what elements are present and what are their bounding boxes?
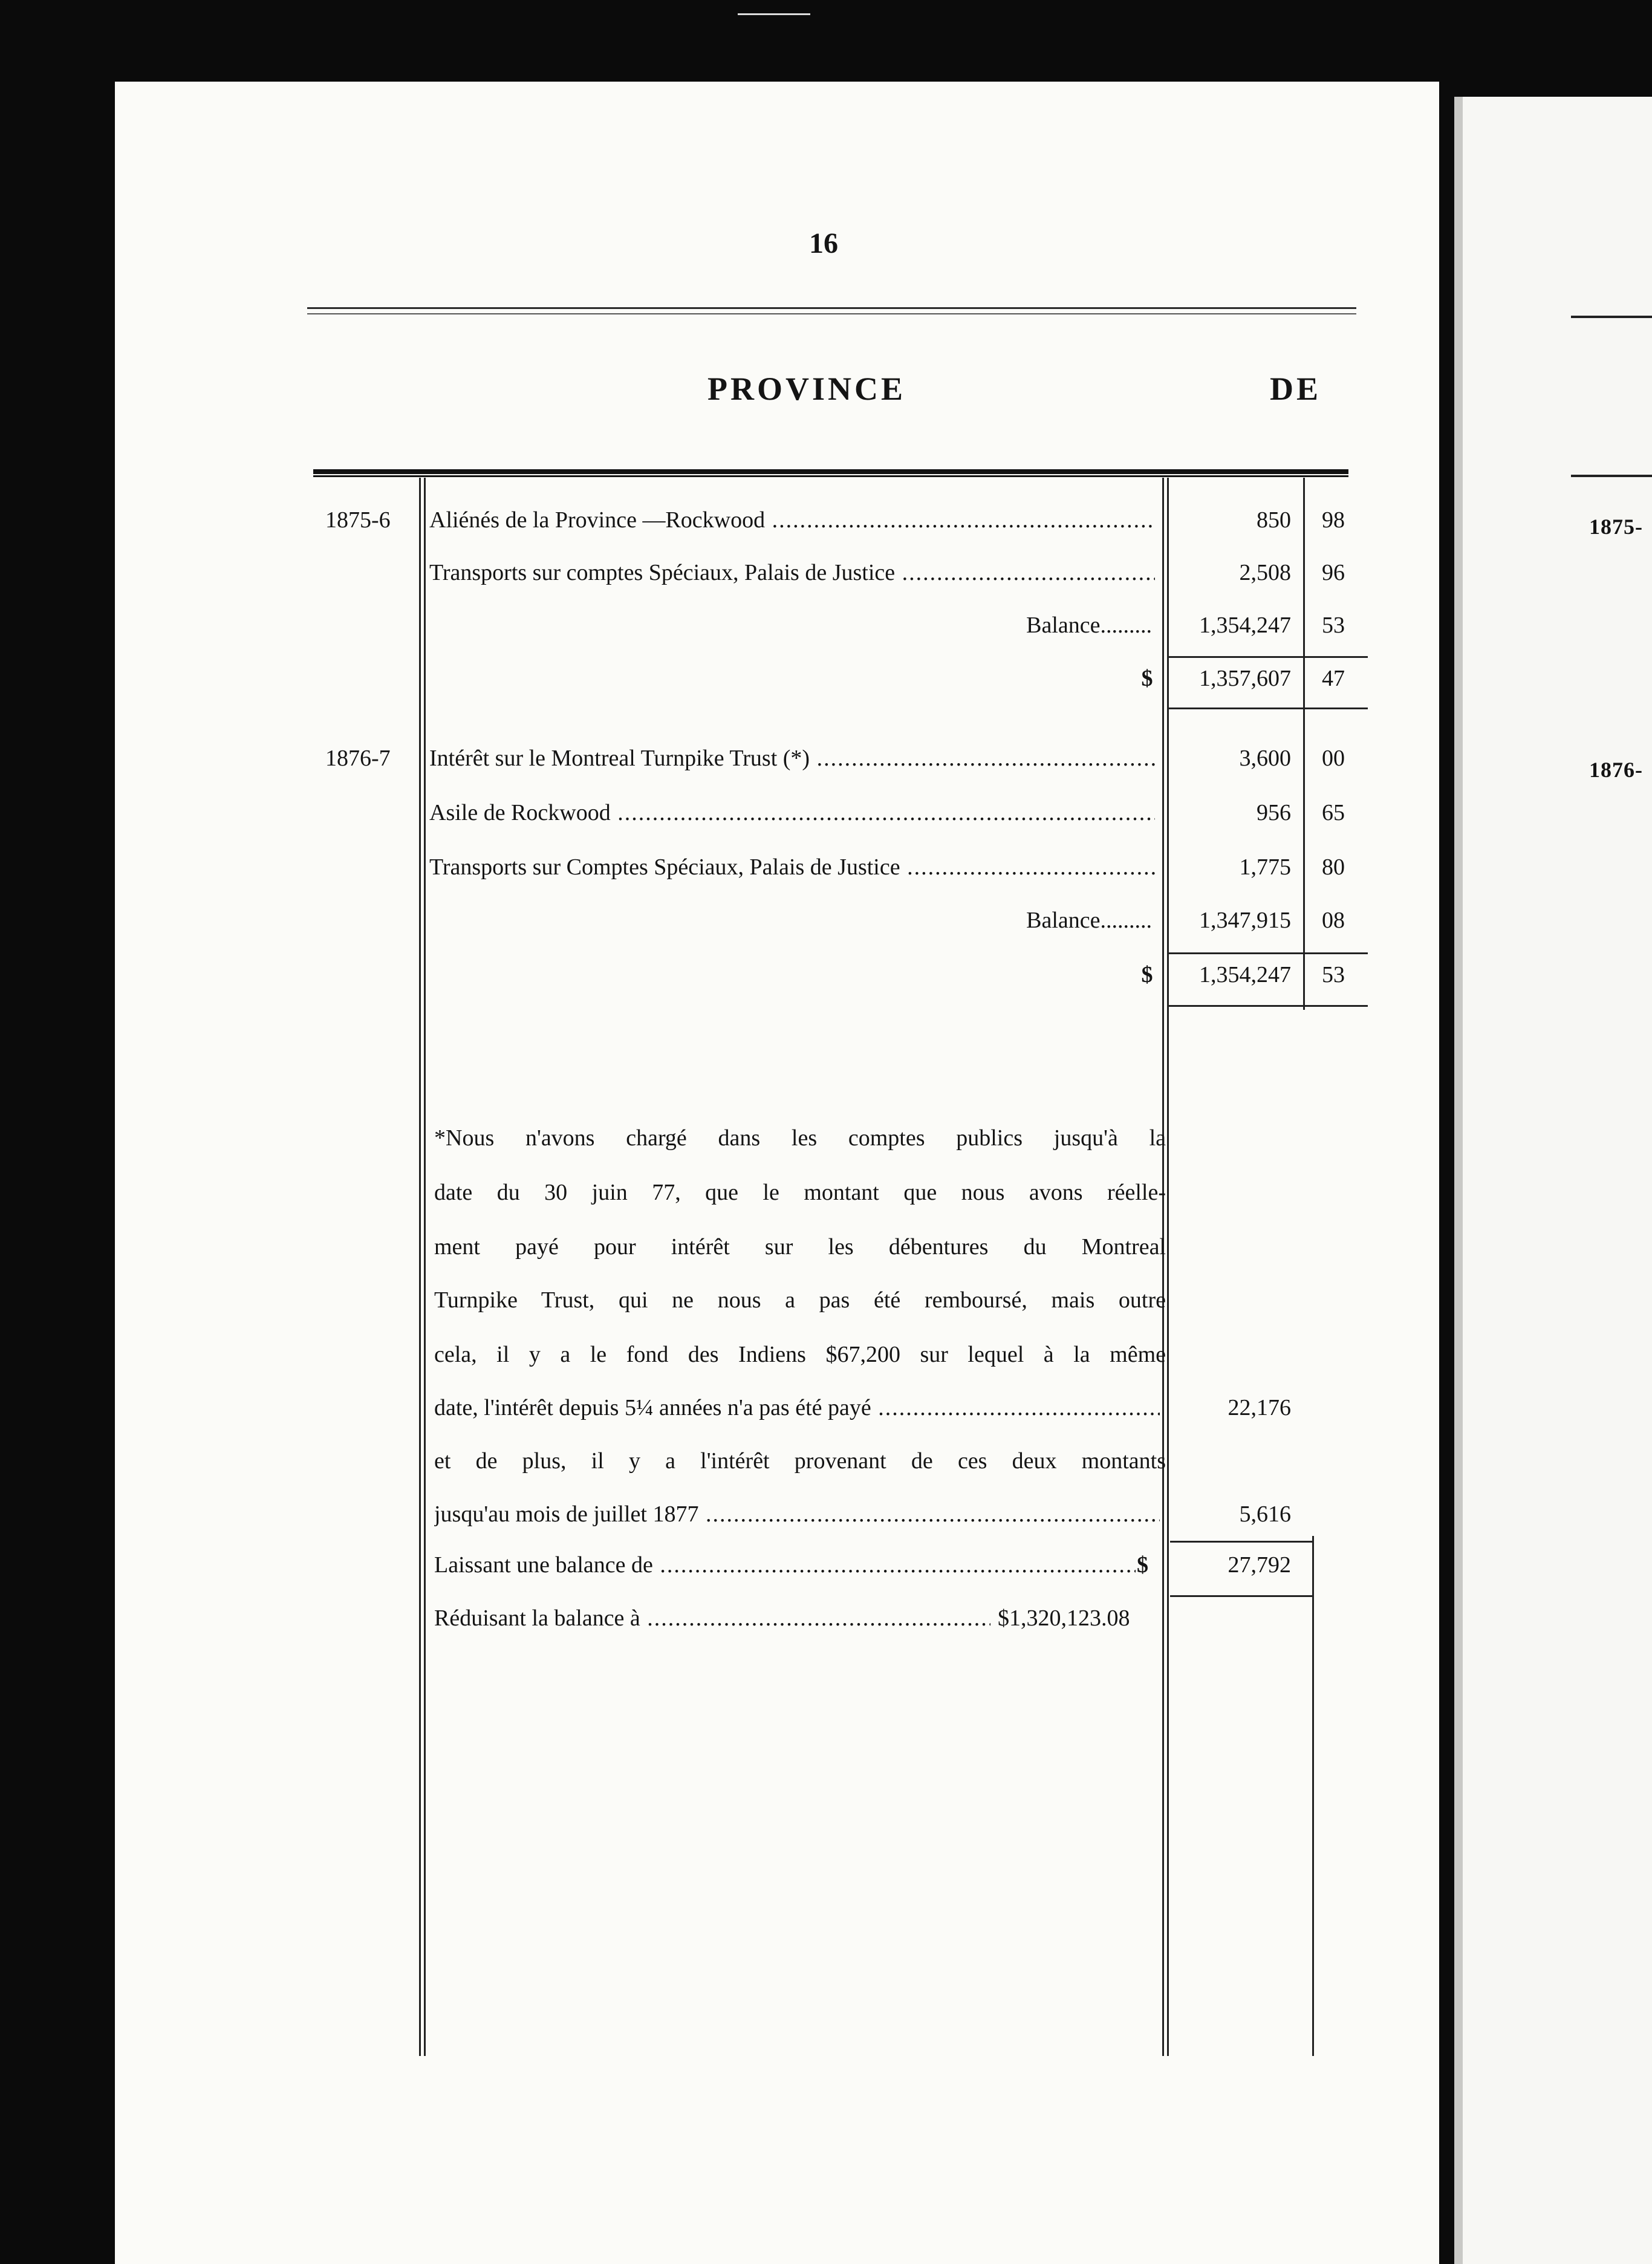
facing-page-edge: [1454, 97, 1652, 2264]
row-cents: 53: [1322, 613, 1345, 638]
row-cents: 98: [1322, 507, 1345, 533]
balance-leader: .........: [1100, 908, 1152, 933]
row-description: Transports sur Comptes Spéciaux, Palais de Justice .....: [429, 854, 1155, 880]
row-cents: 08: [1322, 908, 1345, 933]
row-amount: 1,354,247: [1199, 613, 1291, 638]
binding-mark: [738, 0, 810, 15]
row-description: Transports sur comptes Spéciaux, Palais de Justice .....: [429, 559, 1155, 586]
row-amount: 956: [1257, 800, 1291, 825]
balance-leader: .........: [1100, 613, 1152, 638]
year-column-divider-inner: [424, 478, 426, 2056]
row-cents: 00: [1322, 746, 1345, 771]
total-amount: 1,354,247: [1199, 962, 1291, 987]
facing-page-year-1: 1875-: [1589, 515, 1643, 539]
note-line: ment payé pour intérêt sur les débentures du Montreal: [434, 1234, 1166, 1260]
row-amount: 2,508: [1239, 560, 1291, 585]
total-amount: 1,357,607: [1199, 666, 1291, 691]
row-cents: 80: [1322, 854, 1345, 880]
leaving-balance-amount: 27,792: [1228, 1552, 1291, 1578]
note-line: date du 30 juin 77, que le montant que nous avons réelle-: [434, 1180, 1166, 1205]
heading-de: DE: [1270, 371, 1322, 407]
row-description: Aliénés de la Province —Rockwood .....: [429, 507, 1155, 533]
heading-province: PROVINCE: [707, 371, 906, 407]
note-line: cela, il y a le fond des Indiens $67,200 sur lequel à la même: [434, 1342, 1166, 1367]
row-amount: 850: [1257, 507, 1291, 533]
total-rule: [1168, 952, 1368, 954]
subtotal-bottom-rule: [1170, 1595, 1312, 1597]
row-amount: 1,775: [1239, 854, 1291, 880]
ledger-page: [115, 82, 1439, 2264]
note-line: Turnpike Trust, qui ne nous a pas été remboursé, mais outre: [434, 1287, 1166, 1313]
row-description: Intérêt sur le Montreal Turnpike Trust (*) .....: [429, 745, 1155, 772]
facing-page-year-2: 1876-: [1589, 758, 1643, 782]
header-rule: [307, 307, 1356, 314]
facing-page-rule: [1571, 316, 1652, 318]
leaving-dollar-sign: $: [1137, 1552, 1148, 1578]
row-description: Asile de Rockwood .....: [429, 799, 1155, 826]
note-line: *Nous n'avons chargé dans les comptes publics jusqu'à la: [434, 1125, 1166, 1151]
reducing-balance-amount: $1,320,123.08: [998, 1605, 1130, 1631]
leaving-balance-label: Laissant une balance de .....: [434, 1552, 1136, 1578]
cents-column-divider: [1303, 478, 1305, 1010]
balance-text: Balance: [1026, 613, 1101, 638]
facing-page-thick-rule: [1571, 475, 1652, 477]
row-cents: 65: [1322, 800, 1345, 825]
amount-column-left-rule: [1162, 478, 1164, 2056]
table-top-rule: [313, 469, 1348, 477]
total-rule: [1168, 656, 1368, 658]
row-amount: 1,347,915: [1199, 908, 1291, 933]
row-amount: 3,600: [1239, 746, 1291, 771]
note-line: date, l'intérêt depuis 5¼ années n'a pas été payé .....: [434, 1394, 1160, 1421]
total-bottom-rule: [1168, 1005, 1368, 1007]
page-number: 16: [809, 227, 838, 259]
note-line: et de plus, il y a l'intérêt provenant de ces deux montants: [434, 1448, 1166, 1474]
subtotal-rule: [1170, 1541, 1312, 1543]
row-year: 1876-7: [325, 746, 391, 771]
note-line: jusqu'au mois de juillet 1877 .....: [434, 1501, 1160, 1527]
balance-label: [429, 907, 1152, 934]
reducing-balance-label: Réduisant la balance à .....: [434, 1605, 990, 1631]
note-amount-1: 22,176: [1228, 1395, 1291, 1420]
total-cents: 47: [1322, 666, 1345, 691]
total-bottom-rule: [1168, 708, 1368, 709]
dollar-sign: $: [1141, 666, 1153, 691]
balance-label: [429, 612, 1152, 639]
dollar-sign: $: [1141, 962, 1153, 987]
balance-text: Balance: [1026, 908, 1101, 933]
note-amount-2: 5,616: [1239, 1501, 1291, 1527]
row-cents: 96: [1322, 560, 1345, 585]
amount-column-left-rule-inner: [1167, 478, 1169, 2056]
row-year: 1875-6: [325, 507, 391, 533]
cents-column-divider-lower: [1312, 1536, 1314, 2056]
year-column-divider: [419, 478, 421, 2056]
total-cents: 53: [1322, 962, 1345, 987]
